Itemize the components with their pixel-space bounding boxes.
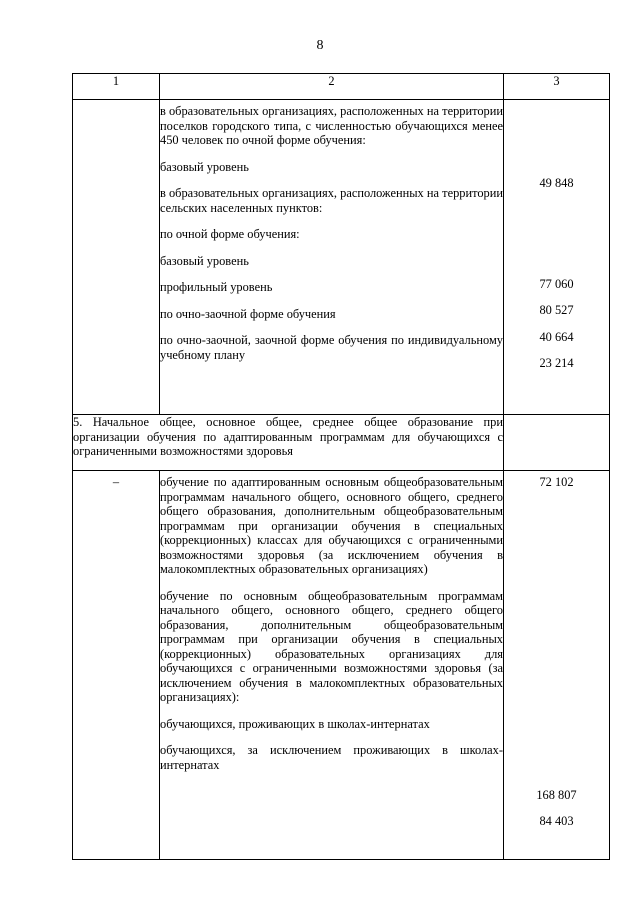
value-text: 80 527 (539, 303, 574, 317)
header-col-2: 2 (160, 74, 504, 100)
table-row (73, 471, 610, 860)
section-value-empty (504, 415, 610, 471)
block2-text-cell (160, 471, 504, 860)
budget-table (72, 73, 610, 860)
list-item-text: профильный уровень (160, 280, 273, 294)
block1-text-cell (160, 100, 504, 415)
value-text: 49 848 (539, 176, 574, 190)
table-row (73, 100, 610, 415)
value-text: 23 214 (539, 356, 574, 370)
value-text: 72 102 (539, 475, 574, 489)
block2-value-cell (504, 471, 610, 860)
list-item-text: в образовательных организациях, расположенных на территории поселков городского типа, с численностью обучающихся менее 450 человек по очной форме обучения: (160, 104, 503, 147)
row-col1-empty (73, 100, 160, 415)
list-item-text: по очной форме обучения: (160, 227, 300, 241)
list-item-text: базовый уровень (160, 253, 249, 268)
list-item-text: обучающихся, за исключением проживающих в школах-интернатах (160, 743, 503, 772)
table-header-row (73, 74, 610, 100)
value-text: 168 807 (536, 787, 577, 802)
list-item-text: базовый уровень (160, 159, 249, 174)
list-item-text: обучающихся, проживающих в школах-интернатах (160, 716, 430, 731)
list-item-text: обучение по основным общеобразовательным программам начального общего, основного общего, среднего общего образования, дополнительным общеобразовательным программам при организации обучения в специальных (коррекционных) образовательных организациях для обучающихся с ограниченными возможностями здоровья (за исключением обучения в малокомплектных образовательных организациях): (160, 588, 503, 704)
list-item-text: по очно-заочной форме обучения (160, 306, 336, 321)
list-item-text: в образовательных организациях, расположенных на территории сельских населенных пунктов: (160, 186, 503, 215)
dash-text: – (112, 475, 120, 489)
value-text: 77 060 (539, 276, 574, 291)
row-col1-dash (73, 471, 160, 860)
block1-value-cell (504, 100, 610, 415)
list-item-text: обучение по адаптированным основным общеобразовательным программам начального общего, основного общего, среднего общего образования, дополнительным общеобразовательным программам при организации обучения в специальных (коррекционных) классах для обучающихся с ограниченными возможностями здоровья (за исключением обучения в малокомплектных образовательных организациях) (160, 475, 503, 576)
page-number: 8 (316, 38, 324, 53)
section-heading: 5. Начальное общее, основное общее, среднее общее образование при организации обучения по адаптированным программам для обучающихся с ограниченными возможностями здоровья (73, 415, 504, 471)
header-col-3: 3 (504, 74, 610, 100)
table-row-section (73, 415, 610, 471)
value-text: 40 664 (539, 329, 574, 344)
list-item-text: по очно-заочной, заочной форме обучения по индивидуальному учебному плану (160, 333, 503, 362)
header-col-1: 1 (73, 74, 160, 100)
value-text: 84 403 (539, 814, 574, 828)
